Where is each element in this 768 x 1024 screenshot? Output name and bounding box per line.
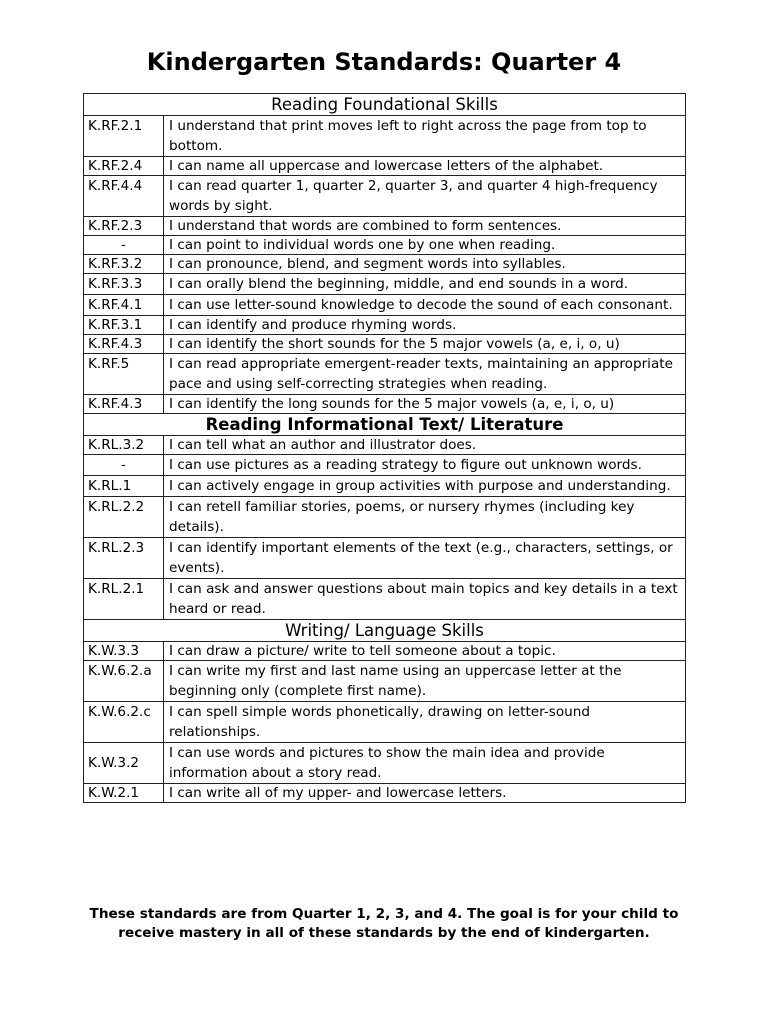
standard-code: K.RF.3.2 bbox=[84, 255, 164, 274]
table-row bbox=[84, 476, 686, 497]
table-row bbox=[84, 497, 686, 538]
standard-code: K.RL.2.1 bbox=[84, 579, 164, 620]
table-row bbox=[84, 455, 686, 476]
standard-code: K.RL.2.2 bbox=[84, 497, 164, 538]
standard-code: K.RF.4.1 bbox=[84, 295, 164, 316]
page-title: Kindergarten Standards: Quarter 4 bbox=[146, 48, 622, 76]
standard-code: K.RF.3.3 bbox=[84, 274, 164, 295]
standard-text: I can point to individual words one by one when reading. bbox=[164, 236, 686, 255]
standard-code: K.RF.2.4 bbox=[84, 157, 164, 176]
standard-code: K.RF.3.1 bbox=[84, 316, 164, 335]
standard-code: - bbox=[84, 455, 164, 476]
standard-code: K.RF.5 bbox=[84, 354, 164, 395]
standard-text: I can identify the long sounds for the 5 major vowels (a, e, i, o, u) bbox=[164, 395, 686, 414]
table-row bbox=[84, 116, 686, 157]
section-heading: Reading Foundational Skills bbox=[84, 94, 686, 116]
standard-text: I can draw a picture/ write to tell someone about a topic. bbox=[164, 642, 686, 661]
standard-text: I can pronounce, blend, and segment words into syllables. bbox=[164, 255, 686, 274]
standard-text: I can name all uppercase and lowercase letters of the alphabet. bbox=[164, 157, 686, 176]
section-heading: Writing/ Language Skills bbox=[84, 620, 686, 642]
standard-text: I can write my first and last name using an uppercase letter at the beginning only (complete first name). bbox=[164, 661, 686, 702]
table-row bbox=[84, 176, 686, 217]
standard-text: I can orally blend the beginning, middle, and end sounds in a word. bbox=[164, 274, 686, 295]
table-row bbox=[84, 236, 686, 255]
standard-code: K.W.3.3 bbox=[84, 642, 164, 661]
table-row bbox=[84, 255, 686, 274]
standard-text: I understand that words are combined to form sentences. bbox=[164, 217, 686, 236]
standard-text: I understand that print moves left to right across the page from top to bottom. bbox=[164, 116, 686, 157]
standard-code: K.W.3.2 bbox=[84, 743, 164, 784]
standard-code: K.RF.4.3 bbox=[84, 395, 164, 414]
standard-code: K.W.6.2.c bbox=[84, 702, 164, 743]
table-row bbox=[84, 335, 686, 354]
standard-text: I can identify important elements of the text (e.g., characters, settings, or events). bbox=[164, 538, 686, 579]
table-row bbox=[84, 702, 686, 743]
table-row bbox=[84, 316, 686, 335]
standard-text: I can spell simple words phonetically, drawing on letter-sound relationships. bbox=[164, 702, 686, 743]
standard-text: I can write all of my upper- and lowercase letters. bbox=[164, 784, 686, 803]
table-row bbox=[84, 743, 686, 784]
footer-note: These standards are from Quarter 1, 2, 3, and 4. The goal is for your child to receive mastery in all of these standards by the end of kindergarten. bbox=[89, 906, 679, 941]
standard-code: K.RF.4.4 bbox=[84, 176, 164, 217]
standard-text: I can use letter-sound knowledge to decode the sound of each consonant. bbox=[164, 295, 686, 316]
standard-text: I can identify the short sounds for the 5 major vowels (a, e, i, o, u) bbox=[164, 335, 686, 354]
section-heading: Reading Informational Text/ Literature bbox=[84, 414, 686, 436]
section-header bbox=[84, 620, 686, 642]
standard-code: - bbox=[84, 236, 164, 255]
standard-code: K.W.6.2.a bbox=[84, 661, 164, 702]
table-row bbox=[84, 538, 686, 579]
section-header bbox=[84, 94, 686, 116]
standard-text: I can retell familiar stories, poems, or nursery rhymes (including key details). bbox=[164, 497, 686, 538]
standard-text: I can ask and answer questions about main topics and key details in a text heard or read. bbox=[164, 579, 686, 620]
standard-text: I can use pictures as a reading strategy to figure out unknown words. bbox=[164, 455, 686, 476]
standard-code: K.RL.3.2 bbox=[84, 436, 164, 455]
table-row bbox=[84, 217, 686, 236]
standard-code: K.RF.2.1 bbox=[84, 116, 164, 157]
table-row bbox=[84, 157, 686, 176]
table-row bbox=[84, 274, 686, 295]
standard-text: I can tell what an author and illustrator does. bbox=[164, 436, 686, 455]
table-row bbox=[84, 436, 686, 455]
table-row bbox=[84, 661, 686, 702]
table-row bbox=[84, 295, 686, 316]
table-row bbox=[84, 579, 686, 620]
standard-code: K.RF.4.3 bbox=[84, 335, 164, 354]
standard-text: I can identify and produce rhyming words. bbox=[164, 316, 686, 335]
standard-text: I can read appropriate emergent-reader texts, maintaining an appropriate pace and using self-correcting strategies when reading. bbox=[164, 354, 686, 395]
table-row bbox=[84, 784, 686, 803]
standard-text: I can use words and pictures to show the main idea and provide information about a story read. bbox=[164, 743, 686, 784]
standards-table bbox=[83, 93, 686, 803]
standard-code: K.RF.2.3 bbox=[84, 217, 164, 236]
standard-code: K.W.2.1 bbox=[84, 784, 164, 803]
table-row bbox=[84, 642, 686, 661]
table-row bbox=[84, 395, 686, 414]
standard-code: K.RL.1 bbox=[84, 476, 164, 497]
table-row bbox=[84, 354, 686, 395]
section-header bbox=[84, 414, 686, 436]
standard-text: I can read quarter 1, quarter 2, quarter 3, and quarter 4 high-frequency words by sight. bbox=[164, 176, 686, 217]
standard-code: K.RL.2.3 bbox=[84, 538, 164, 579]
standard-text: I can actively engage in group activities with purpose and understanding. bbox=[164, 476, 686, 497]
